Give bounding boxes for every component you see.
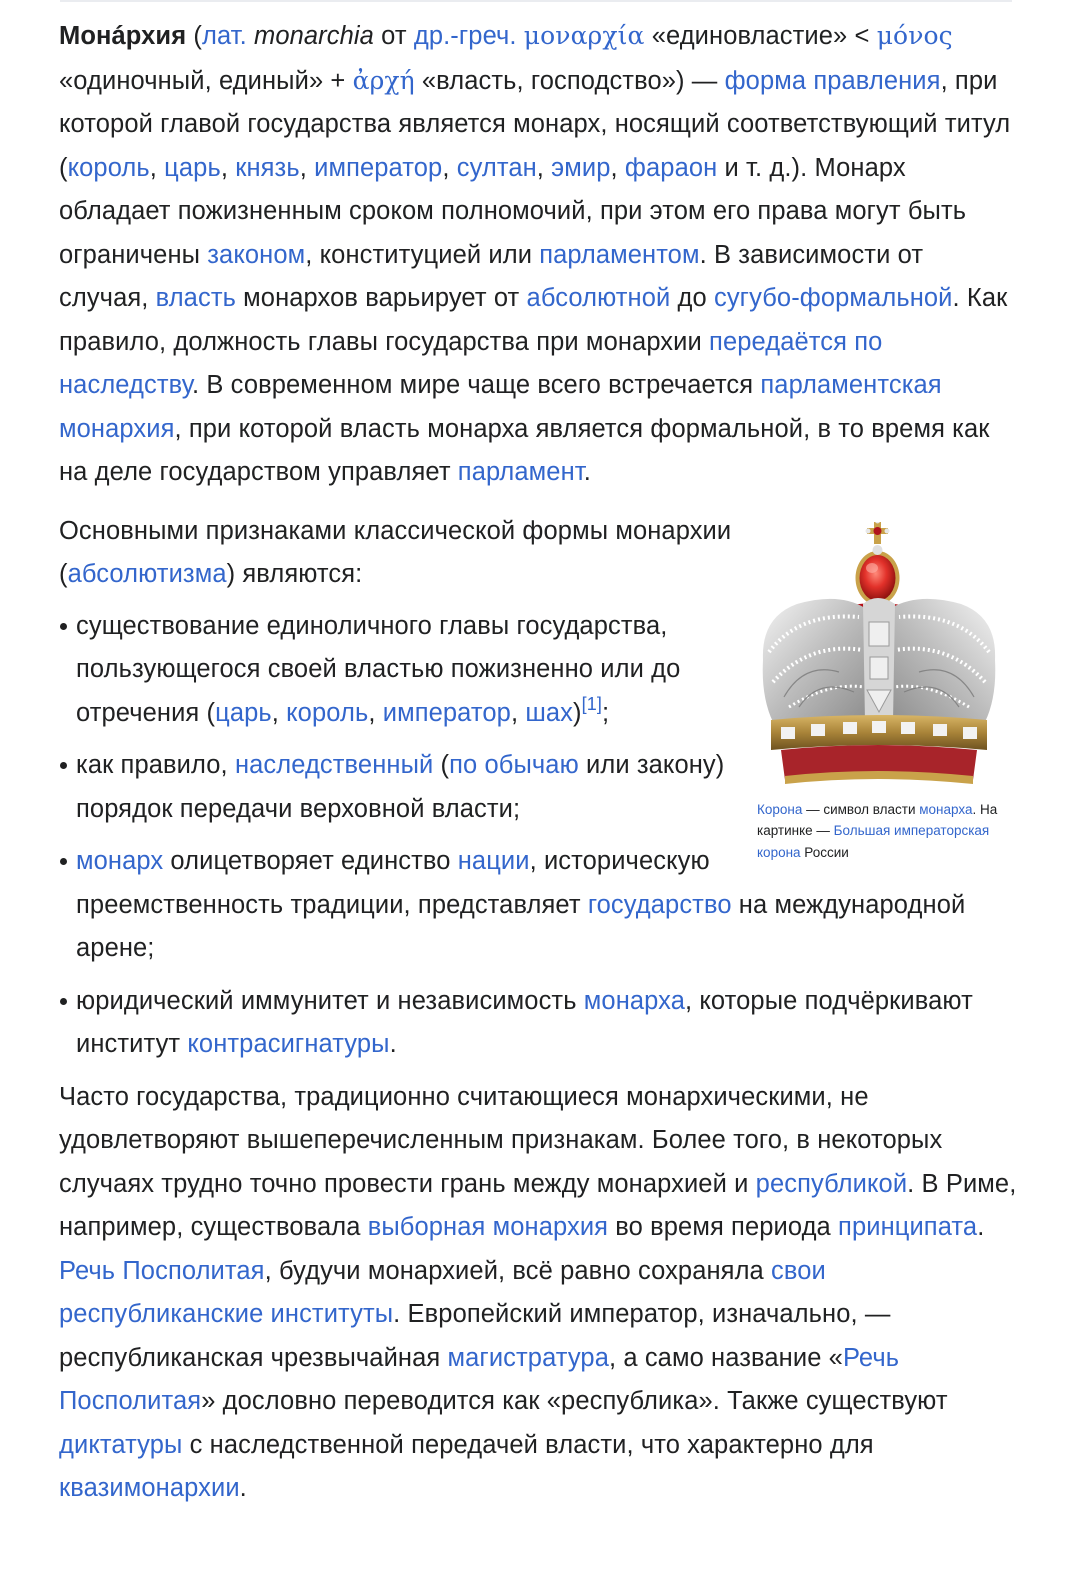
caption-text-3: России: [800, 844, 849, 860]
link-elective-monarchy[interactable]: выборная монархия: [367, 1213, 609, 1241]
link-parliament[interactable]: парламент: [457, 458, 584, 486]
link-emir[interactable]: эмир: [551, 153, 611, 182]
intro-text-1: , при которой главой государства является монарх, носящий соответствующий титул (: [59, 66, 1011, 182]
link-item1-shah[interactable]: шах: [525, 698, 574, 727]
caption-link-crown[interactable]: Корона: [757, 801, 803, 817]
link-sultan[interactable]: султан: [456, 153, 537, 182]
link-monos[interactable]: μόνος: [876, 21, 953, 50]
arche-meaning: «власть, господство») —: [421, 66, 718, 95]
link-emperor[interactable]: император: [314, 153, 443, 182]
final-paragraph: Часто государства, традиционно считающиеся монархическими, не удовлетворяют вышеперечисленным признакам. Более того, в некоторых случаях трудно точно провести грань между монархией и республикой. В Риме, например, существовала выборная монархия во время периода принципата. Речь Посполитая, будучи монархией, всё равно сохраняла свои республиканские институты. Европейский император, изначально, — республиканская чрезвычайная магистратура, а само название «Речь Посполитая» дословно переводится как «республика». Также существуют диктатуры с наследственной передачей власти, что характерно для квазимонархии.: [59, 1082, 1017, 1502]
article-title-term: Монáрхия: [59, 22, 187, 50]
item4-text-1: юридический иммунитет и независимость: [76, 986, 577, 1015]
monos-meaning: «одиночный, единый» +: [59, 66, 346, 95]
item1-text-2: ;: [601, 698, 610, 727]
caption-text-1: — символ власти: [802, 801, 920, 817]
final-text-5: . Европейский император, изначально, — республиканская чрезвычайная: [59, 1300, 891, 1372]
link-nation[interactable]: нации: [457, 847, 530, 875]
link-quasi-monarchy[interactable]: квазимонархии: [59, 1474, 240, 1502]
link-parliament-instr[interactable]: парламентом: [539, 240, 700, 269]
link-item1-tsar[interactable]: царь: [215, 698, 272, 727]
intro-text-8: . В современном мире чаще всего встречается: [192, 371, 754, 399]
item3-text-3: на международной арене;: [76, 890, 966, 962]
link-dictatorships[interactable]: диктатуры: [59, 1430, 183, 1459]
link-absolute[interactable]: абсолютной: [526, 284, 671, 312]
link-state[interactable]: государство: [587, 890, 732, 919]
list-item: существование единоличного главы государства, пользующегося своей властью пожизненно или до отречения (царь, король, император, шах)[1];: [59, 605, 1019, 736]
link-power[interactable]: власть: [155, 284, 236, 312]
final-text-4: , будучи монархией, всё равно сохраняла: [264, 1256, 764, 1285]
footnote-ref-1[interactable]: [1]: [581, 693, 602, 714]
item4-text-2: , которые подчёркивают институт: [76, 986, 973, 1058]
intro-text-4: . В зависимости от случая,: [59, 240, 924, 312]
link-form-of-government[interactable]: форма правления: [724, 66, 941, 95]
link-greek-lang[interactable]: др.-греч.: [413, 22, 517, 50]
link-formal[interactable]: сугубо-формальной: [713, 284, 953, 312]
item3-text-2: , историческую преемственность традиции, представляет: [76, 847, 710, 919]
link-item3-monarch[interactable]: монарх: [76, 847, 164, 875]
item4-text-3: .: [389, 1030, 397, 1058]
link-absolutism[interactable]: абсолютизма: [67, 560, 227, 588]
final-text-8: с наследственной передачей власти, что характерно для: [189, 1430, 874, 1459]
intro-paragraph: Монáрхия (лат. monarchia от др.-греч. μοναρχία «единовластие» < μόνος «одиночный, единый» + ἀρχή «власть, господство») — форма правления, при которой главой государства является монарх, носящий соответствующий титул (король, царь, князь, император, султан, эмир, фараон и т. д.). Монарх обладает пожизненным сроком полномочий, при этом его права могут быть ограничены законом, конституцией или парламентом. В зависимости от случая, власть монархов варьирует от абсолютной до сугубо-формальной. Как правило, должность главы государства при монархии передаётся по наследству. В современном мире чаще всего встречается парламентская монархия, при которой власть монарха является формальной, в то время как на деле государством управляет парламент.: [59, 21, 1011, 486]
top-divider: [60, 0, 1012, 2]
link-greek-word[interactable]: μοναρχία: [523, 21, 645, 50]
link-principate[interactable]: принципата: [838, 1213, 978, 1241]
link-item4-monarch[interactable]: монарха: [583, 986, 686, 1015]
link-republican-institutions[interactable]: свои республиканские институты: [59, 1256, 826, 1328]
link-item1-emperor[interactable]: император: [382, 698, 511, 727]
item3-text-1: олицетворяет единство: [170, 847, 451, 875]
link-republic[interactable]: республикой: [755, 1169, 908, 1198]
link-prince[interactable]: князь: [235, 153, 300, 182]
latin-word: monarchia: [254, 22, 374, 50]
intro-text-7: . Как правило, должность главы государства при монархии: [59, 284, 1008, 356]
link-parliamentary-monarchy[interactable]: парламентская монархия: [59, 371, 942, 443]
link-custom[interactable]: по обычаю: [449, 751, 579, 779]
caption-link-great-crown[interactable]: Большая императорская корона: [757, 823, 990, 860]
article-body: [59, 14, 1019, 1511]
list-item: [59, 980, 1019, 1067]
link-inherited[interactable]: передаётся по наследству: [59, 327, 883, 399]
final-text-2: . В Риме, например, существовала: [59, 1169, 1017, 1241]
signs-text-2: ) являются:: [226, 560, 363, 588]
intro-text-2: и т. д.). Монарх обладает пожизненным сроком полномочий, при этом его права могут быть ограничены: [59, 153, 967, 269]
intro-text-5: монархов варьирует от: [243, 284, 520, 312]
item2-text-2: или закону) порядок передачи верховной власти;: [76, 751, 725, 823]
link-pharaoh[interactable]: фараон: [624, 153, 718, 182]
item1-text-1: существование единоличного главы государства, пользующегося своей властью пожизненно или до отречения (: [76, 611, 681, 727]
link-rzeczpospolita-2[interactable]: Речь Посполитая: [59, 1343, 900, 1415]
intro-text-3: , конституцией или: [305, 240, 533, 269]
link-lat[interactable]: лат.: [201, 22, 247, 50]
link-hereditary[interactable]: наследственный: [234, 751, 434, 779]
link-item1-king[interactable]: король: [286, 698, 369, 727]
link-magistracy[interactable]: магистратура: [447, 1343, 609, 1372]
signs-text-1: Основными признаками классической формы монархии (: [59, 516, 732, 588]
final-text-6: , а само название «: [608, 1343, 843, 1372]
intro-text-10: .: [583, 458, 591, 486]
final-text-9: .: [239, 1474, 247, 1502]
from-text: от: [381, 22, 407, 50]
link-rzeczpospolita-1[interactable]: Речь Посполитая: [59, 1256, 265, 1285]
intro-text-6: до: [677, 284, 707, 312]
meaning-text: «единовластие» <: [651, 22, 870, 50]
list-item: [59, 840, 1019, 971]
list-item: как правило, наследственный (по обычаю или закону) порядок передачи верховной власти;: [59, 744, 1019, 831]
link-arche[interactable]: ἀρχή: [352, 65, 415, 95]
final-text-7: » дословно переводится как «республика». Также существуют: [201, 1387, 948, 1415]
intro-text-9: , при которой власть монарха является формальной, в то время как на деле государством управляет: [59, 414, 990, 486]
item2-text-1: как правило,: [76, 751, 228, 779]
link-countersignature[interactable]: контрасигнатуры: [187, 1030, 390, 1058]
caption-link-monarch[interactable]: монарха: [919, 801, 973, 817]
link-law[interactable]: законом: [207, 240, 306, 269]
link-tsar[interactable]: царь: [164, 153, 221, 182]
caption-text-2: . На картинке —: [757, 801, 998, 838]
final-text-1: Часто государства, традиционно считающиеся монархическими, не удовлетворяют вышеперечисленным признакам. Более того, в некоторых случаях трудно точно провести грань между монархией и: [59, 1082, 943, 1198]
link-king[interactable]: король: [67, 153, 150, 182]
final-text-3: во время периода: [615, 1213, 831, 1241]
